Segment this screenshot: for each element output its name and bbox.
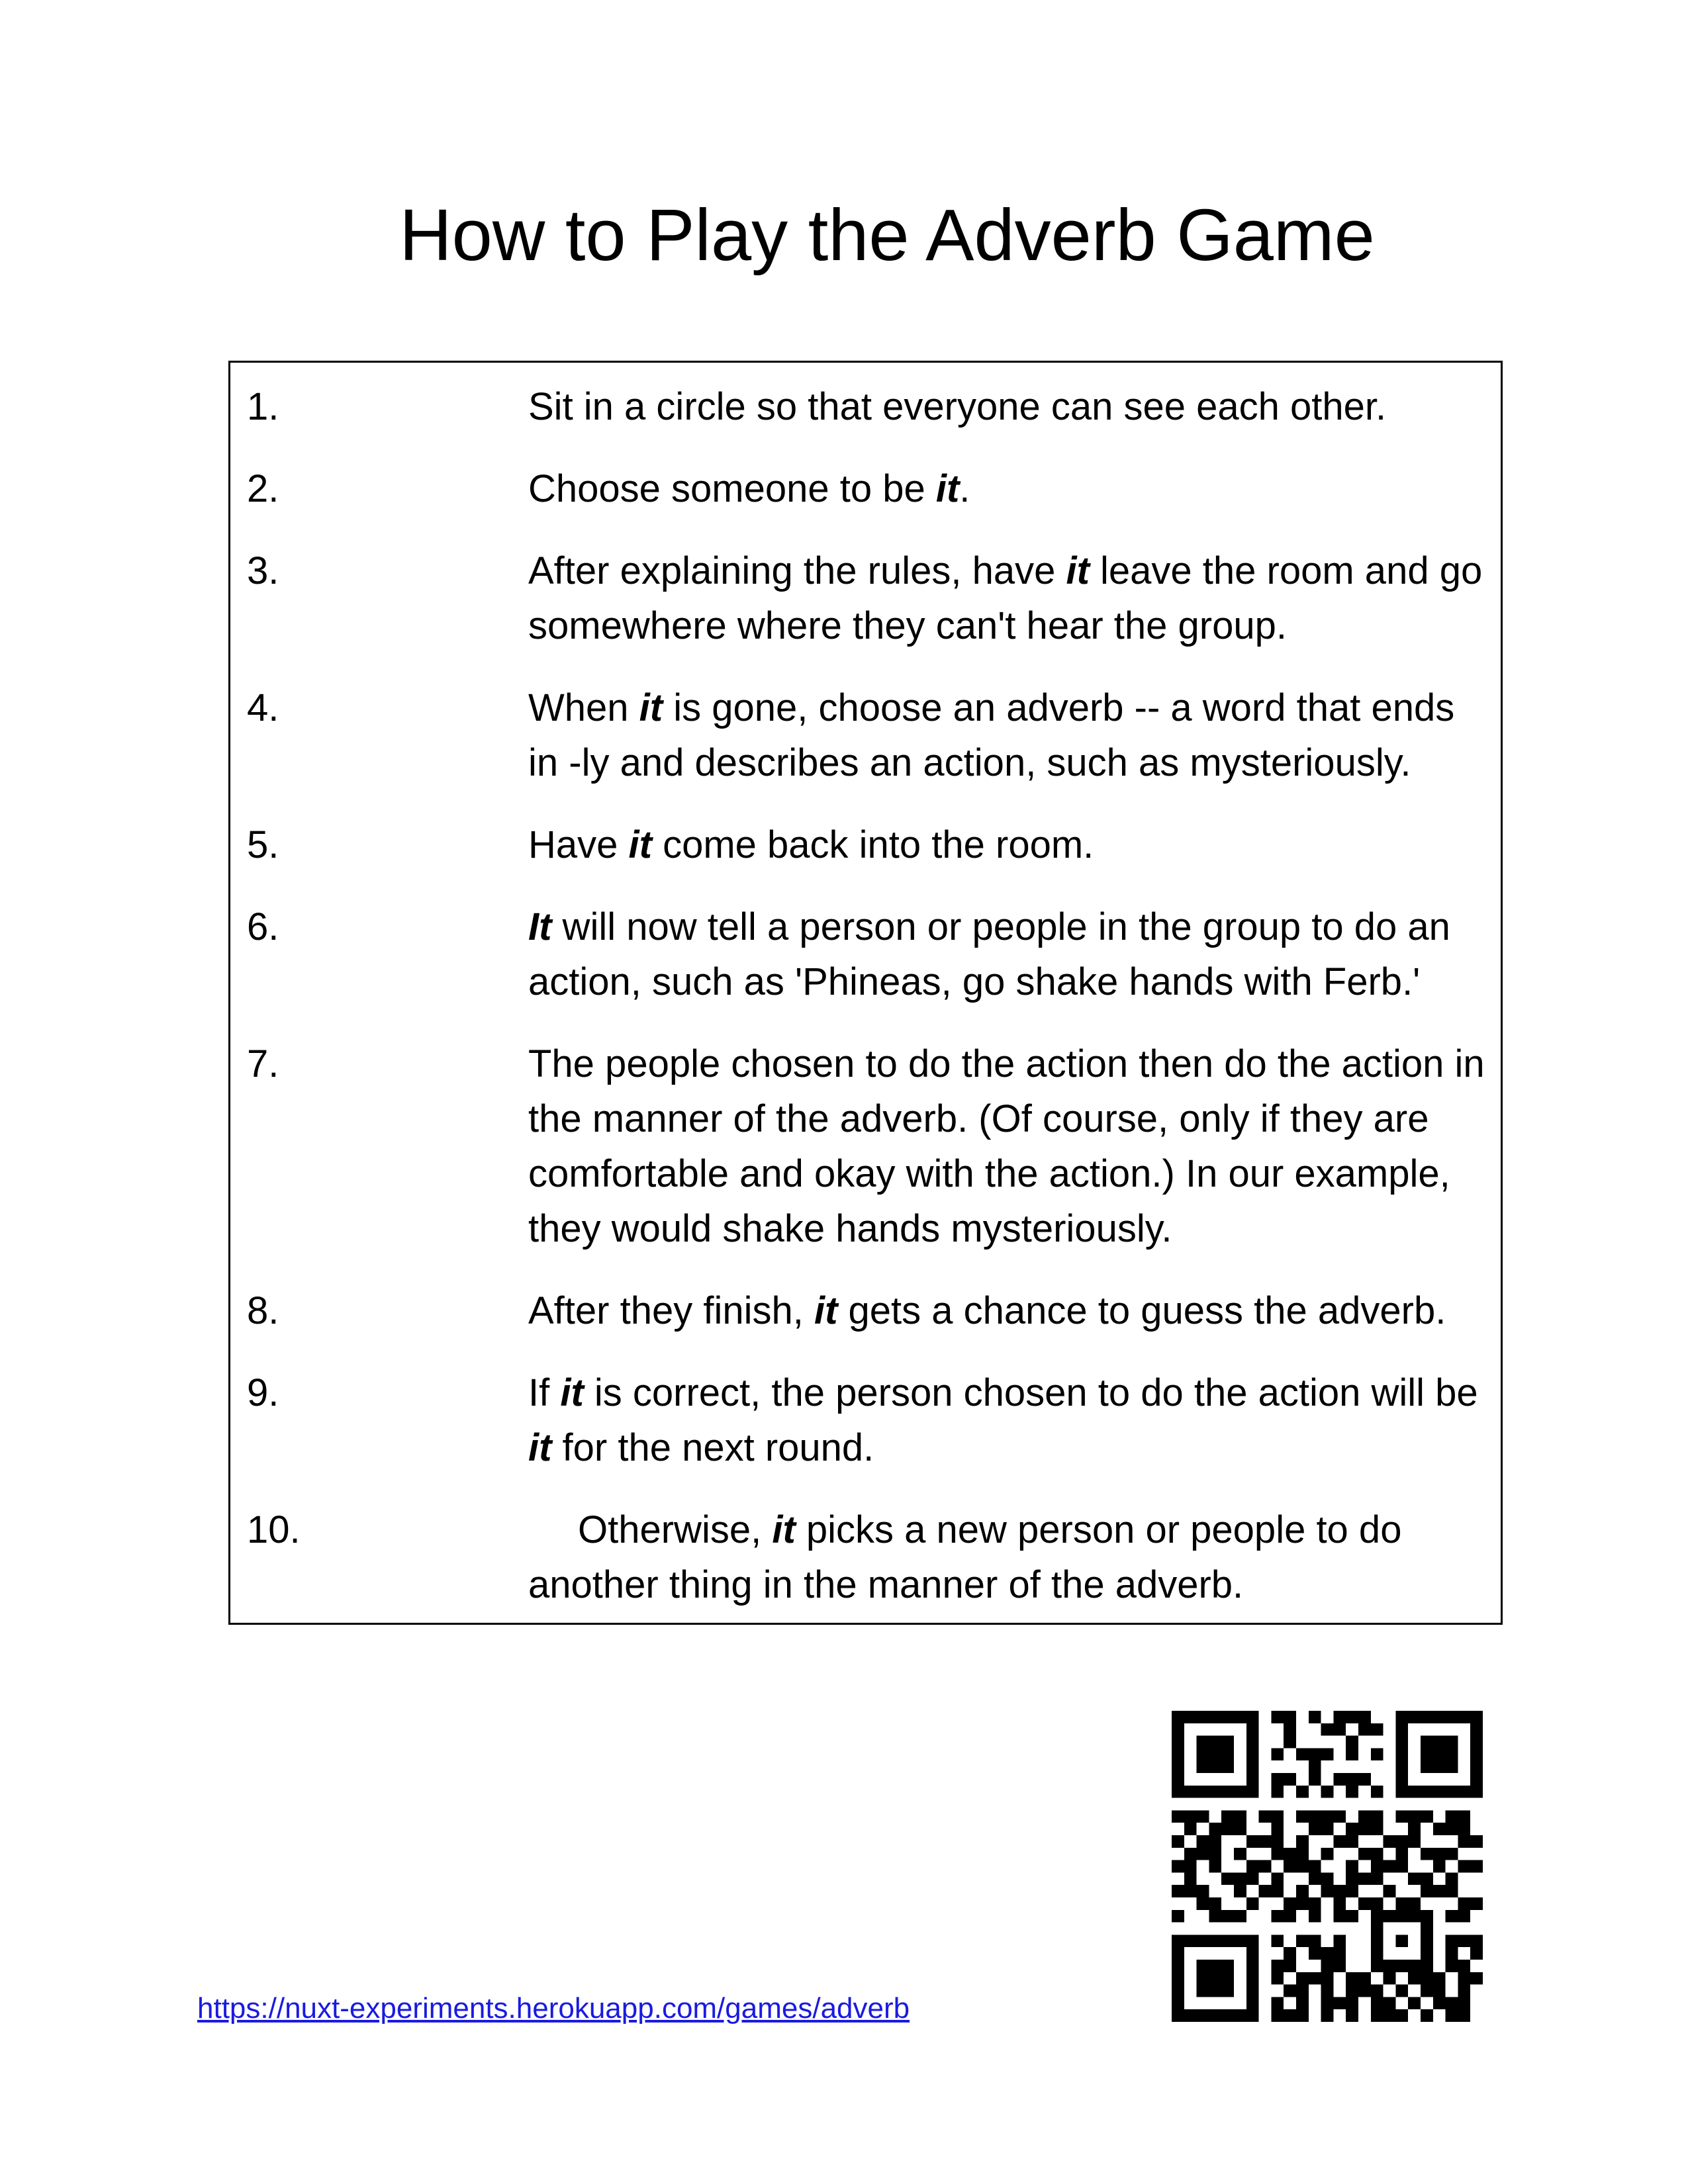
it-mark: it bbox=[628, 823, 652, 866]
step-number: 6. bbox=[247, 905, 279, 948]
step-6 bbox=[247, 899, 1487, 1009]
step-number: 10. bbox=[247, 1508, 301, 1551]
step-text: After they finish, it gets a chance to guess the adverb. bbox=[528, 1289, 1446, 1332]
step-5 bbox=[247, 817, 1487, 872]
step-number: 5. bbox=[247, 823, 279, 866]
step-text: When it is gone, choose an adverb -- a word that ends in -ly and describes an action, such as mysteriously. bbox=[528, 686, 1455, 784]
step-text: Otherwise, it picks a new person or people to do another thing in the manner of the adverb. bbox=[528, 1508, 1402, 1606]
step-number: 3. bbox=[247, 549, 279, 592]
it-mark: it bbox=[1066, 549, 1090, 592]
steps-box bbox=[228, 361, 1503, 1625]
step-4 bbox=[247, 680, 1487, 790]
steps-list bbox=[247, 379, 1487, 1639]
step-9 bbox=[247, 1365, 1487, 1475]
it-mark: it bbox=[814, 1289, 838, 1332]
step-8 bbox=[247, 1283, 1487, 1338]
step-text: If it is correct, the person chosen to do the action will be it for the next round. bbox=[528, 1371, 1478, 1469]
step-number: 7. bbox=[247, 1042, 279, 1085]
it-mark: it bbox=[560, 1371, 584, 1414]
qr-code-icon bbox=[1172, 1711, 1483, 2022]
step-text: It will now tell a person or people in the group to do an action, such as 'Phineas, go shake hands with Ferb.' bbox=[528, 905, 1450, 1003]
step-text: Sit in a circle so that everyone can see each other. bbox=[528, 385, 1387, 428]
game-url-link[interactable]: https://nuxt-experiments.herokuapp.com/games/adverb bbox=[197, 1992, 910, 2025]
step-number: 8. bbox=[247, 1289, 279, 1332]
step-number: 4. bbox=[247, 686, 279, 729]
page-title: How to Play the Adverb Game bbox=[399, 195, 1375, 276]
it-mark: it bbox=[772, 1508, 796, 1551]
step-7 bbox=[247, 1036, 1487, 1256]
it-mark: it bbox=[935, 467, 960, 510]
step-text: After explaining the rules, have it leave the room and go somewhere where they can't hear the group. bbox=[528, 549, 1483, 647]
step-number: 9. bbox=[247, 1371, 279, 1414]
step-number: 1. bbox=[247, 385, 279, 428]
step-1 bbox=[247, 379, 1487, 434]
step-number: 2. bbox=[247, 467, 279, 510]
step-text: Have it come back into the room. bbox=[528, 823, 1094, 866]
it-mark: it bbox=[639, 686, 663, 729]
step-2 bbox=[247, 461, 1487, 516]
it-mark: it bbox=[528, 1426, 552, 1469]
step-10 bbox=[247, 1502, 1487, 1612]
step-text: Choose someone to be it. bbox=[528, 467, 970, 510]
step-3 bbox=[247, 543, 1487, 653]
step-text: The people chosen to do the action then do the action in the manner of the adverb. (Of course, only if they are comfortable and okay with the action.) In our example, they would shake hands mysteriously. bbox=[528, 1042, 1485, 1250]
it-mark: It bbox=[528, 905, 552, 948]
